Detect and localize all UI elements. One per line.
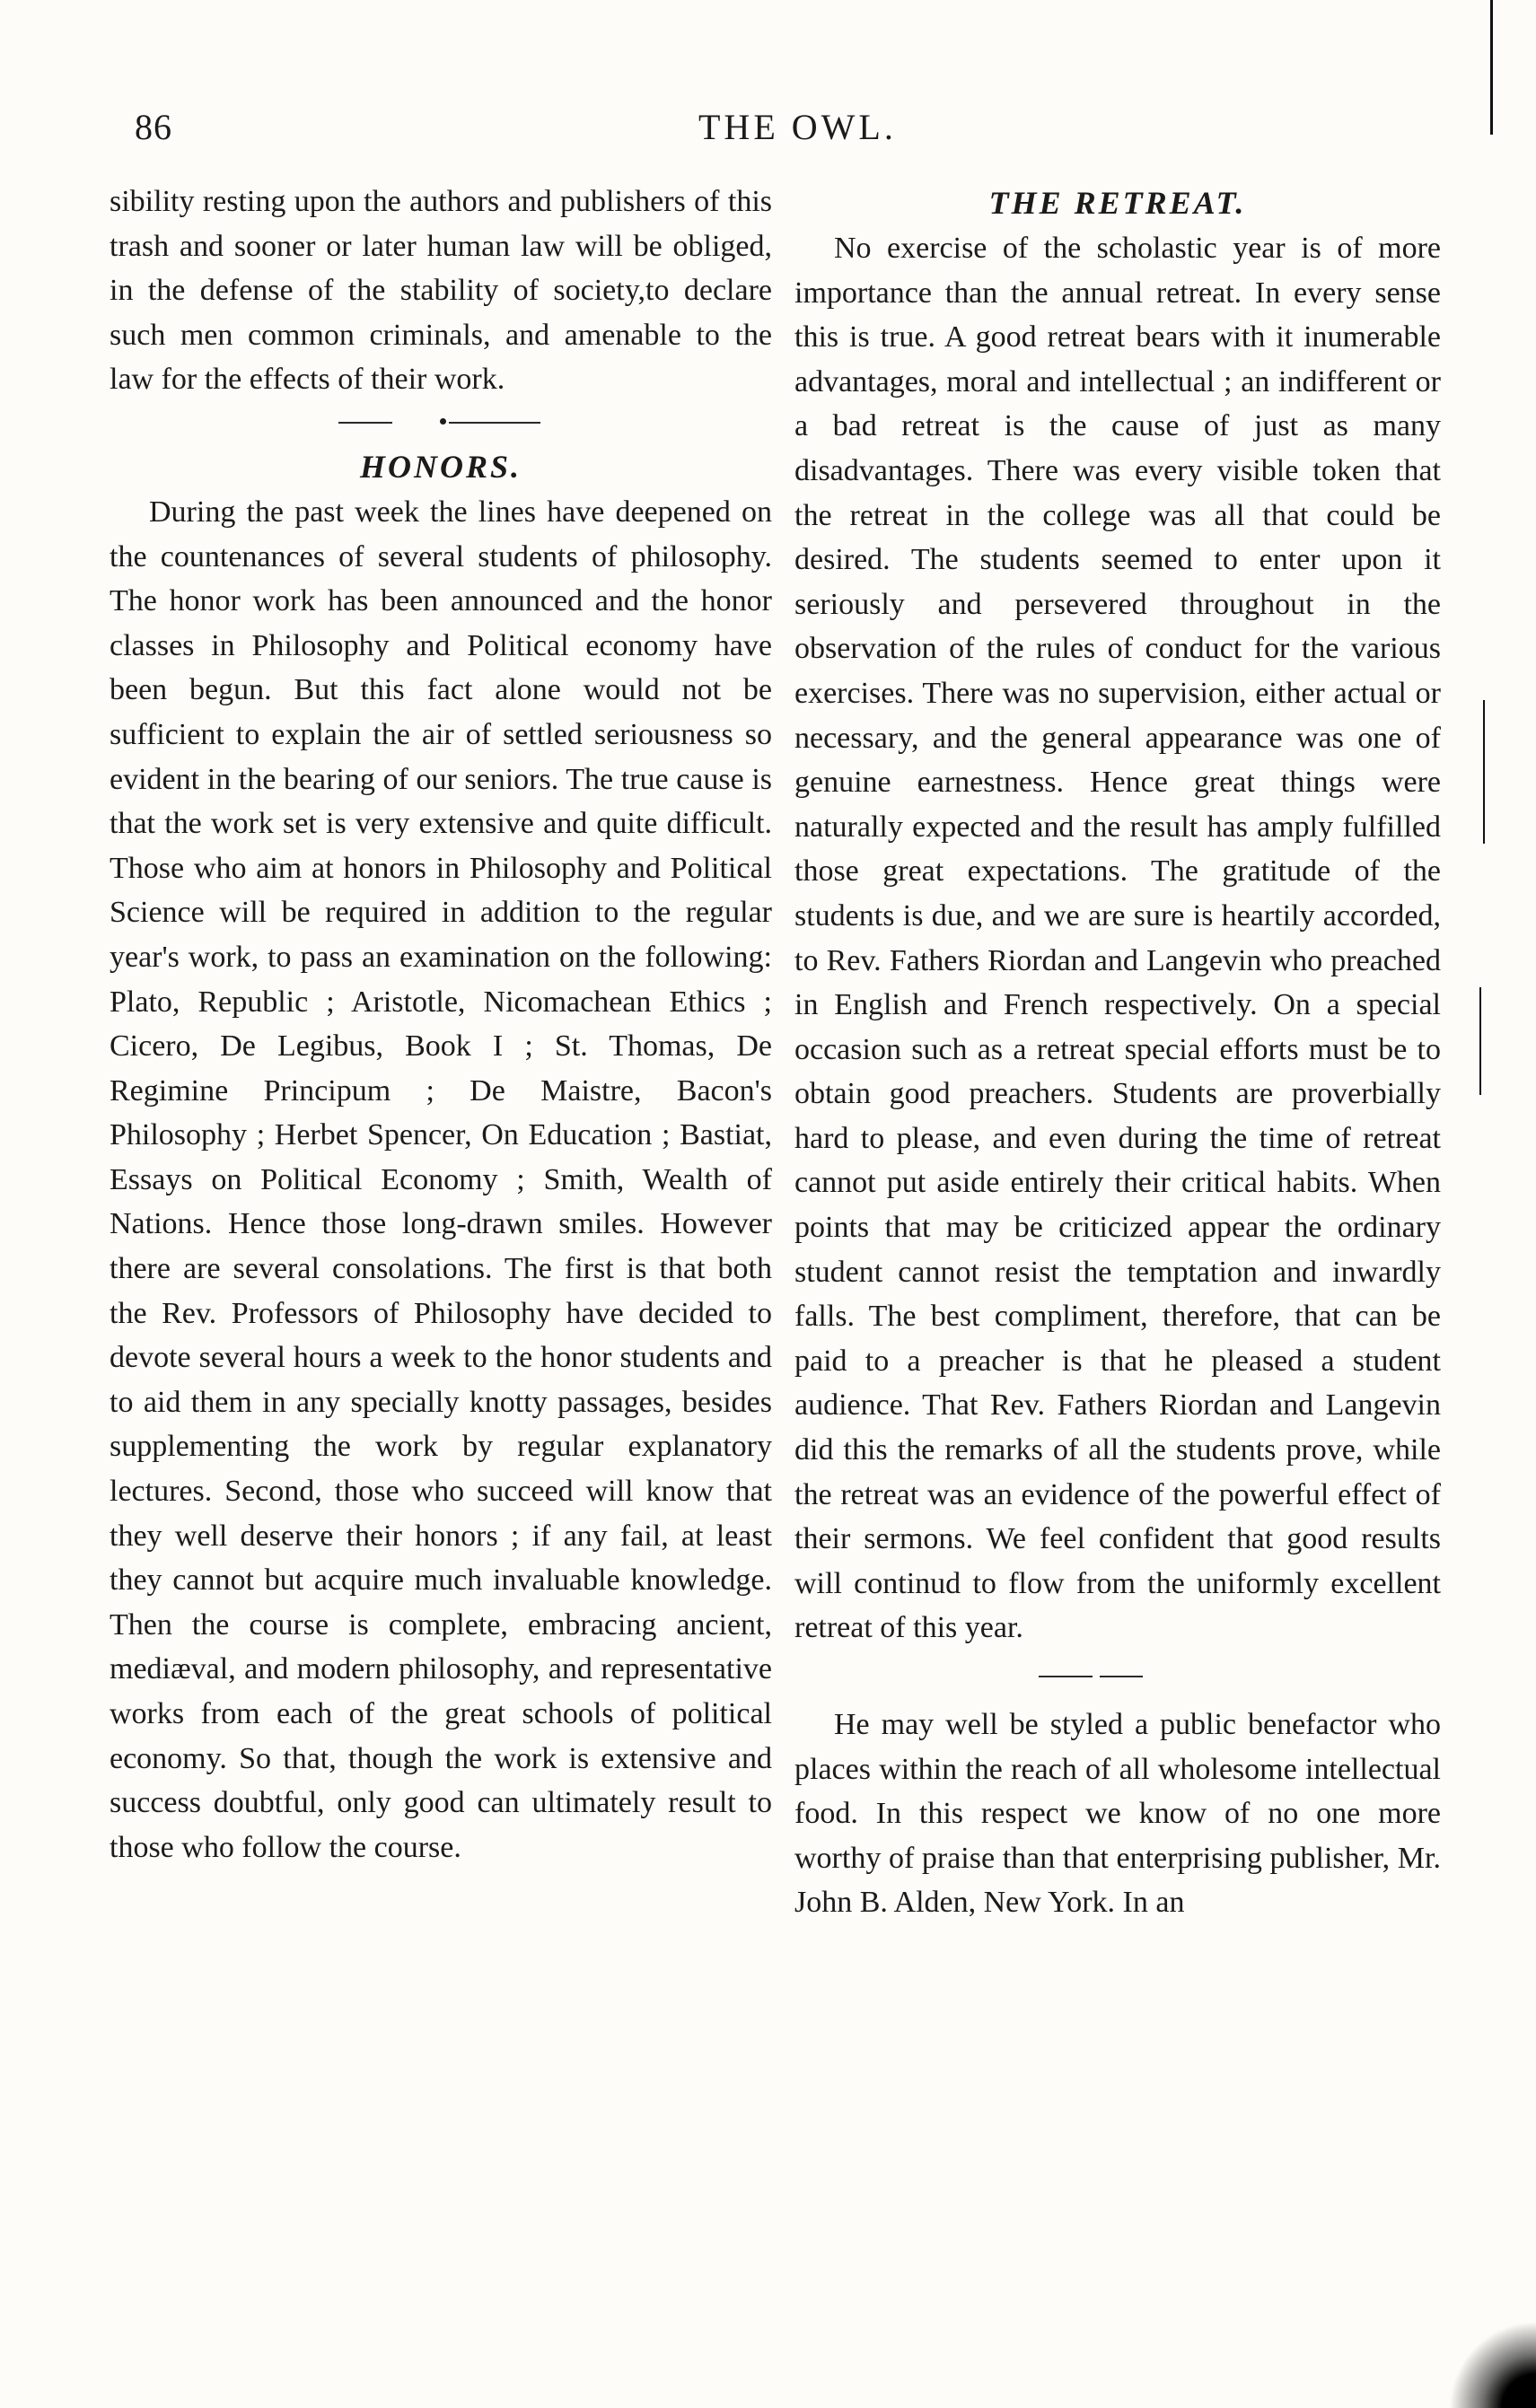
left-column (110, 180, 772, 1869)
scan-edge-line (1479, 987, 1481, 1095)
honors-heading: HONORS. (359, 448, 522, 485)
scan-edge-line (1483, 700, 1485, 844)
scan-corner-shadow (1446, 2282, 1536, 2408)
retreat-heading: THE RETREAT. (988, 185, 1247, 221)
section-divider (110, 402, 772, 443)
honors-paragraph: During the past week the lines have deepened on the countenances of several students of philosophy. The honor work has been announced and the honor classes in Philosophy and Political economy have been begun. But this fact alone would not be sufficient to explain the air of settled seriousness so evident in the bearing of our seniors. The true cause is that the work set is very extensive and quite difficult. Those who aim at honors in Philosophy and Political Science will be required in addition to the regular year's work, to pass an examination on the following: Plato, Republic ; Aristotle, Nicomachean Ethics ; Cicero, De Legibus, Book I ; St. Thomas, De Regimine Principum ; De Maistre, Bacon's Philosophy ; Herbet Spencer, On Education ; Bastiat, Essays on Political Economy ; Smith, Wealth of Nations. Hence those long-drawn smiles. However there are several consolations. The first is that both the Rev. Professors of Philosophy have decided to devote several hours a week to the honor students and to aid them in any specially knotty passages, besides supplementing the work by regular explanatory lectures. Second, those who succeed will know that they well deserve their honors ; if any fail, at least they cannot but acquire much invaluable knowledge. Then the course is complete, embracing ancient, mediæval, and modern philosophy, and representative works from each of the great schools of political economy. So that, though the work is extensive and success doubtful, only good can ultimately result to those who follow the course. (110, 495, 772, 1864)
scan-edge-line (1490, 0, 1493, 135)
running-title: THE OWL. (698, 107, 897, 147)
continuation-paragraph: sibility resting upon the authors and publishers of this trash and sooner or later human law will be obliged, in the defense of the stability of society,to declare such men common criminals, and amenable to the law for the effects of their work. (110, 185, 772, 397)
right-column (794, 180, 1441, 1925)
retreat-paragraph: No exercise of the scholastic year is of more importance than the annual retreat. In every sense this is true. A good retreat bears with it inumerable advantages, moral and intellectual ; an indifferent or a bad retreat is the cause of just as many disadvantages. There was every visible token that the retreat in the college was all that could be desired. The students seemed to enter upon it seriously and persevered throughout in the observation of the rules of conduct for the various exercises. There was no supervision, either actual or necessary, and the general appearance was one of genuine earnestness. Hence great things were naturally expected and the result has amply fulfilled those great expectations. The gratitude of the students is due, and we are sure is heartily accorded, to Rev. Fathers Riordan and Langevin who preached in English and French respectively. On a special occasion such as a retreat special efforts must be to obtain good preachers. Students are proverbially hard to please, and even during the time of retreat cannot put aside entirely their critical habits. When points that may be criticized appear the ordinary student cannot resist the temptation and inwardly falls. The best compliment, therefore, that can be paid to a preacher is that he pleased a student audience. That Rev. Fathers Riordan and Langevin did this the remarks of all the students prove, while the retreat was an evidence of the powerful effect of their sermons. We feel confident that good results will continud to flow from the uniformly excellent retreat of this year. (794, 232, 1441, 1645)
alden-paragraph: He may well be styled a public benefactor who places within the reach of all wholesome intellectual food. In this respect we know of no one more worthy of praise than that enterprising publisher, Mr. John B. Alden, New York. In an (794, 1708, 1441, 1920)
page-number: 86 (135, 107, 172, 147)
section-divider (794, 1651, 1441, 1703)
